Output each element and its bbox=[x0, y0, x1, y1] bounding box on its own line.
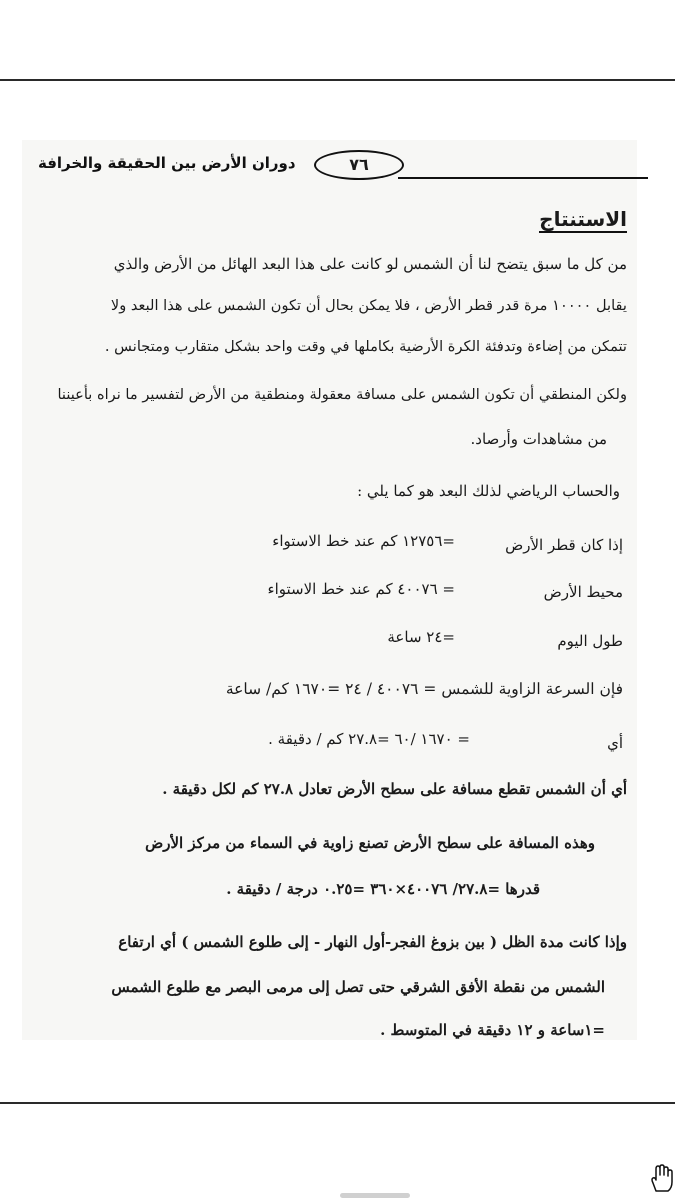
home-indicator[interactable] bbox=[340, 1193, 410, 1198]
per-minute-value: = ١٦٧٠ /٦٠ =٢٧.٨ كم / دقيقة . bbox=[268, 730, 470, 748]
conclusion-line: أي أن الشمس تقطع مسافة على سطح الأرض تعادل ٢٧.٨ كم لكل دقيقة . bbox=[162, 780, 627, 798]
conclusion-line: وإذا كانت مدة الظل ( بين بزوغ الفجر-أول النهار - إلى طلوع الشمس ) أي ارتفاع bbox=[118, 933, 627, 951]
paragraph-line: يقابل ١٠٠٠٠ مرة قدر قطر الأرض ، فلا يمكن بحال أن تكون الشمس على هذا البعد ولا bbox=[110, 297, 627, 314]
hand-cursor-icon bbox=[647, 1163, 673, 1193]
calc-label: طول اليوم bbox=[557, 632, 623, 650]
calc-value: =٢٤ ساعة bbox=[387, 628, 455, 646]
angular-speed-line: فإن السرعة الزاوية للشمس = ٤٠٠٧٦ / ٢٤ =١٦٧٠ كم/ ساعة bbox=[225, 680, 623, 698]
calc-value: =١٢٧٥٦ كم عند خط الاستواء bbox=[272, 532, 455, 550]
paragraph-line: تتمكن من إضاءة وتدفئة الكرة الأرضية بكاملها في وقت واحد بشكل متقارب ومتجانس . bbox=[104, 338, 627, 355]
header-underline bbox=[398, 177, 648, 179]
conclusion-line: الشمس من نقطة الأفق الشرقي حتى تصل إلى مرمى البصر مع طلوع الشمس bbox=[111, 978, 605, 996]
calc-label: محيط الأرض bbox=[543, 583, 623, 601]
conclusion-line: =١ساعة و ١٢ دقيقة في المتوسط . bbox=[380, 1021, 605, 1039]
paragraph-line: ولكن المنطقي أن تكون الشمس على مسافة معقولة ومنطقية من الأرض لتفسير ما نراه بأعيننا bbox=[57, 386, 627, 403]
top-divider bbox=[0, 79, 675, 81]
paragraph-line: من مشاهدات وأرصاد. bbox=[470, 430, 607, 448]
page-header bbox=[38, 148, 638, 188]
running-title: دوران الأرض بين الحقيقة والخرافة bbox=[38, 154, 296, 172]
paragraph-line: والحساب الرياضي لذلك البعد هو كما يلي : bbox=[357, 482, 620, 500]
bottom-divider bbox=[0, 1102, 675, 1104]
conclusion-line: وهذه المسافة على سطح الأرض تصنع زاوية في السماء من مركز الأرض bbox=[145, 834, 595, 852]
page-number: ٧٦ bbox=[314, 150, 404, 180]
section-heading: الاستنتاج bbox=[539, 207, 627, 231]
calc-value: = ٤٠٠٧٦ كم عند خط الاستواء bbox=[267, 580, 455, 598]
per-minute-label: أي bbox=[607, 734, 623, 752]
paragraph-line: من كل ما سبق يتضح لنا أن الشمس لو كانت على هذا البعد الهائل من الأرض والذي bbox=[113, 255, 627, 273]
conclusion-line: قدرها =٢٧.٨/ ٤٠٠٧٦×٣٦٠ =٠.٢٥ درجة / دقيقة . bbox=[226, 880, 540, 898]
calc-label: إذا كان قطر الأرض bbox=[505, 536, 623, 554]
